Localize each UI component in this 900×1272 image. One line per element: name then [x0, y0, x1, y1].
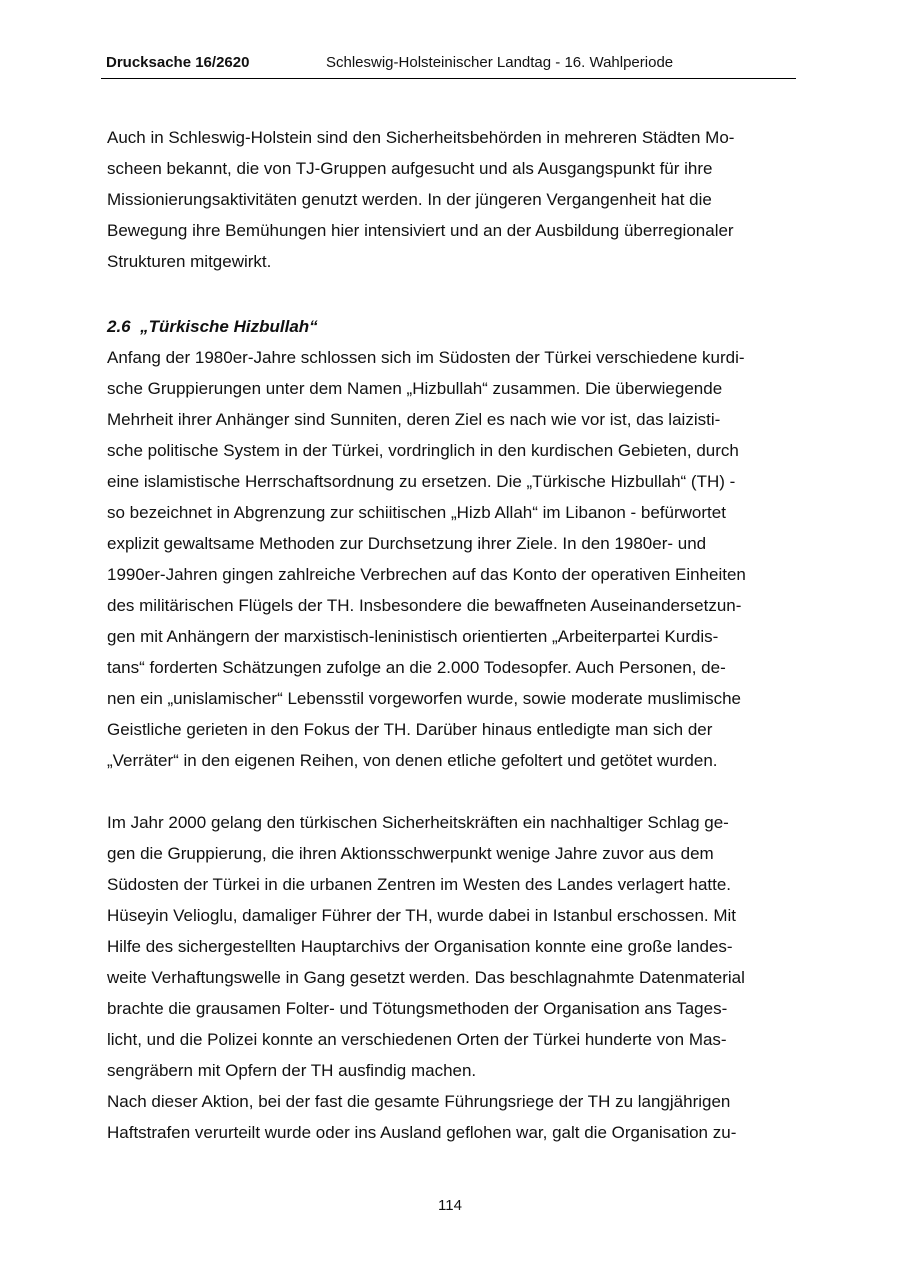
paragraph-spacer [107, 277, 797, 308]
text-line: Hüseyin Velioglu, damaliger Führer der TH, wurde dabei in Istanbul erschossen. Mit [107, 906, 736, 925]
page-number: 114 [438, 1197, 462, 1214]
text-line: Nach dieser Aktion, bei der fast die gesamte Führungsriege der TH zu langjährigen [107, 1092, 731, 1111]
text-line: Auch in Schleswig-Holstein sind den Sicherheitsbehörden in mehreren Städten Mo- [107, 128, 735, 147]
paragraph-spacer [107, 776, 797, 807]
text-line: gen die Gruppierung, die ihren Aktionsschwerpunkt wenige Jahre zuvor aus dem [107, 844, 714, 863]
text-line: licht, und die Polizei konnte an verschiedenen Orten der Türkei hunderte von Mas- [107, 1030, 727, 1049]
text-line: Mehrheit ihrer Anhänger sind Sunniten, deren Ziel es nach wie vor ist, das laizisti- [107, 410, 721, 429]
text-line: so bezeichnet in Abgrenzung zur schiitischen „Hizb Allah“ im Libanon - befürwortet [107, 503, 726, 522]
text-line: tans“ forderten Schätzungen zufolge an die 2.000 Todesopfer. Auch Personen, de- [107, 658, 726, 677]
text-line: Anfang der 1980er-Jahre schlossen sich im Südosten der Türkei verschiedene kurdi- [107, 348, 745, 367]
paragraph-1 [107, 122, 797, 277]
document-number: Drucksache 16/2620 [106, 54, 250, 71]
text-line: scheen bekannt, die von TJ-Gruppen aufgesucht und als Ausgangspunkt für ihre [107, 159, 713, 178]
text-line: explizit gewaltsame Methoden zur Durchsetzung ihrer Ziele. In den 1980er- und [107, 534, 707, 553]
text-line: Haftstrafen verurteilt wurde oder ins Ausland geflohen war, galt die Organisation zu- [107, 1123, 737, 1142]
text-line: des militärischen Flügels der TH. Insbesondere die bewaffneten Auseinandersetzun- [107, 596, 742, 615]
paragraph-2 [107, 342, 797, 776]
document-body [107, 122, 797, 1148]
text-line: eine islamistische Herrschaftsordnung zu ersetzen. Die „Türkische Hizbullah“ (TH) - [107, 472, 736, 491]
text-line: sche Gruppierungen unter dem Namen „Hizbullah“ zusammen. Die überwiegende [107, 379, 723, 398]
text-line: weite Verhaftungswelle in Gang gesetzt werden. Das beschlagnahmte Datenmaterial [107, 968, 745, 987]
text-line: Geistliche gerieten in den Fokus der TH. Darüber hinaus entledigte man sich der [107, 720, 713, 739]
text-line: Missionierungsaktivitäten genutzt werden. In der jüngeren Vergangenheit hat die [107, 190, 712, 209]
text-line: Hilfe des sichergestellten Hauptarchivs der Organisation konnte eine große landes- [107, 937, 733, 956]
text-line: 1990er-Jahren gingen zahlreiche Verbrechen auf das Konto der operativen Einheiten [107, 565, 746, 584]
text-line: sche politische System in der Türkei, vordringlich in den kurdischen Gebieten, durch [107, 441, 739, 460]
page-header [101, 52, 796, 79]
text-line: gen mit Anhängern der marxistisch-leninistisch orientierten „Arbeiterpartei Kurdis- [107, 627, 719, 646]
paragraph-3 [107, 807, 797, 1148]
text-line: Bewegung ihre Bemühungen hier intensiviert und an der Ausbildung überregionaler [107, 221, 734, 240]
text-line: Strukturen mitgewirkt. [107, 252, 272, 271]
text-line: Südosten der Türkei in die urbanen Zentren im Westen des Landes verlagert hatte. [107, 875, 732, 894]
section-heading: 2.6 „Türkische Hizbullah“ [107, 317, 318, 336]
text-line: Im Jahr 2000 gelang den türkischen Sicherheitskräften ein nachhaltiger Schlag ge- [107, 813, 729, 832]
text-line: brachte die grausamen Folter- und Tötungsmethoden der Organisation ans Tages- [107, 999, 728, 1018]
document-title: Schleswig-Holsteinischer Landtag - 16. Wahlperiode [326, 54, 674, 71]
text-line: sengräbern mit Opfern der TH ausfindig machen. [107, 1061, 477, 1080]
text-line: „Verräter“ in den eigenen Reihen, von denen etliche gefoltert und getötet wurden. [107, 751, 718, 770]
text-line: nen ein „unislamischer“ Lebensstil vorgeworfen wurde, sowie moderate muslimische [107, 689, 742, 708]
